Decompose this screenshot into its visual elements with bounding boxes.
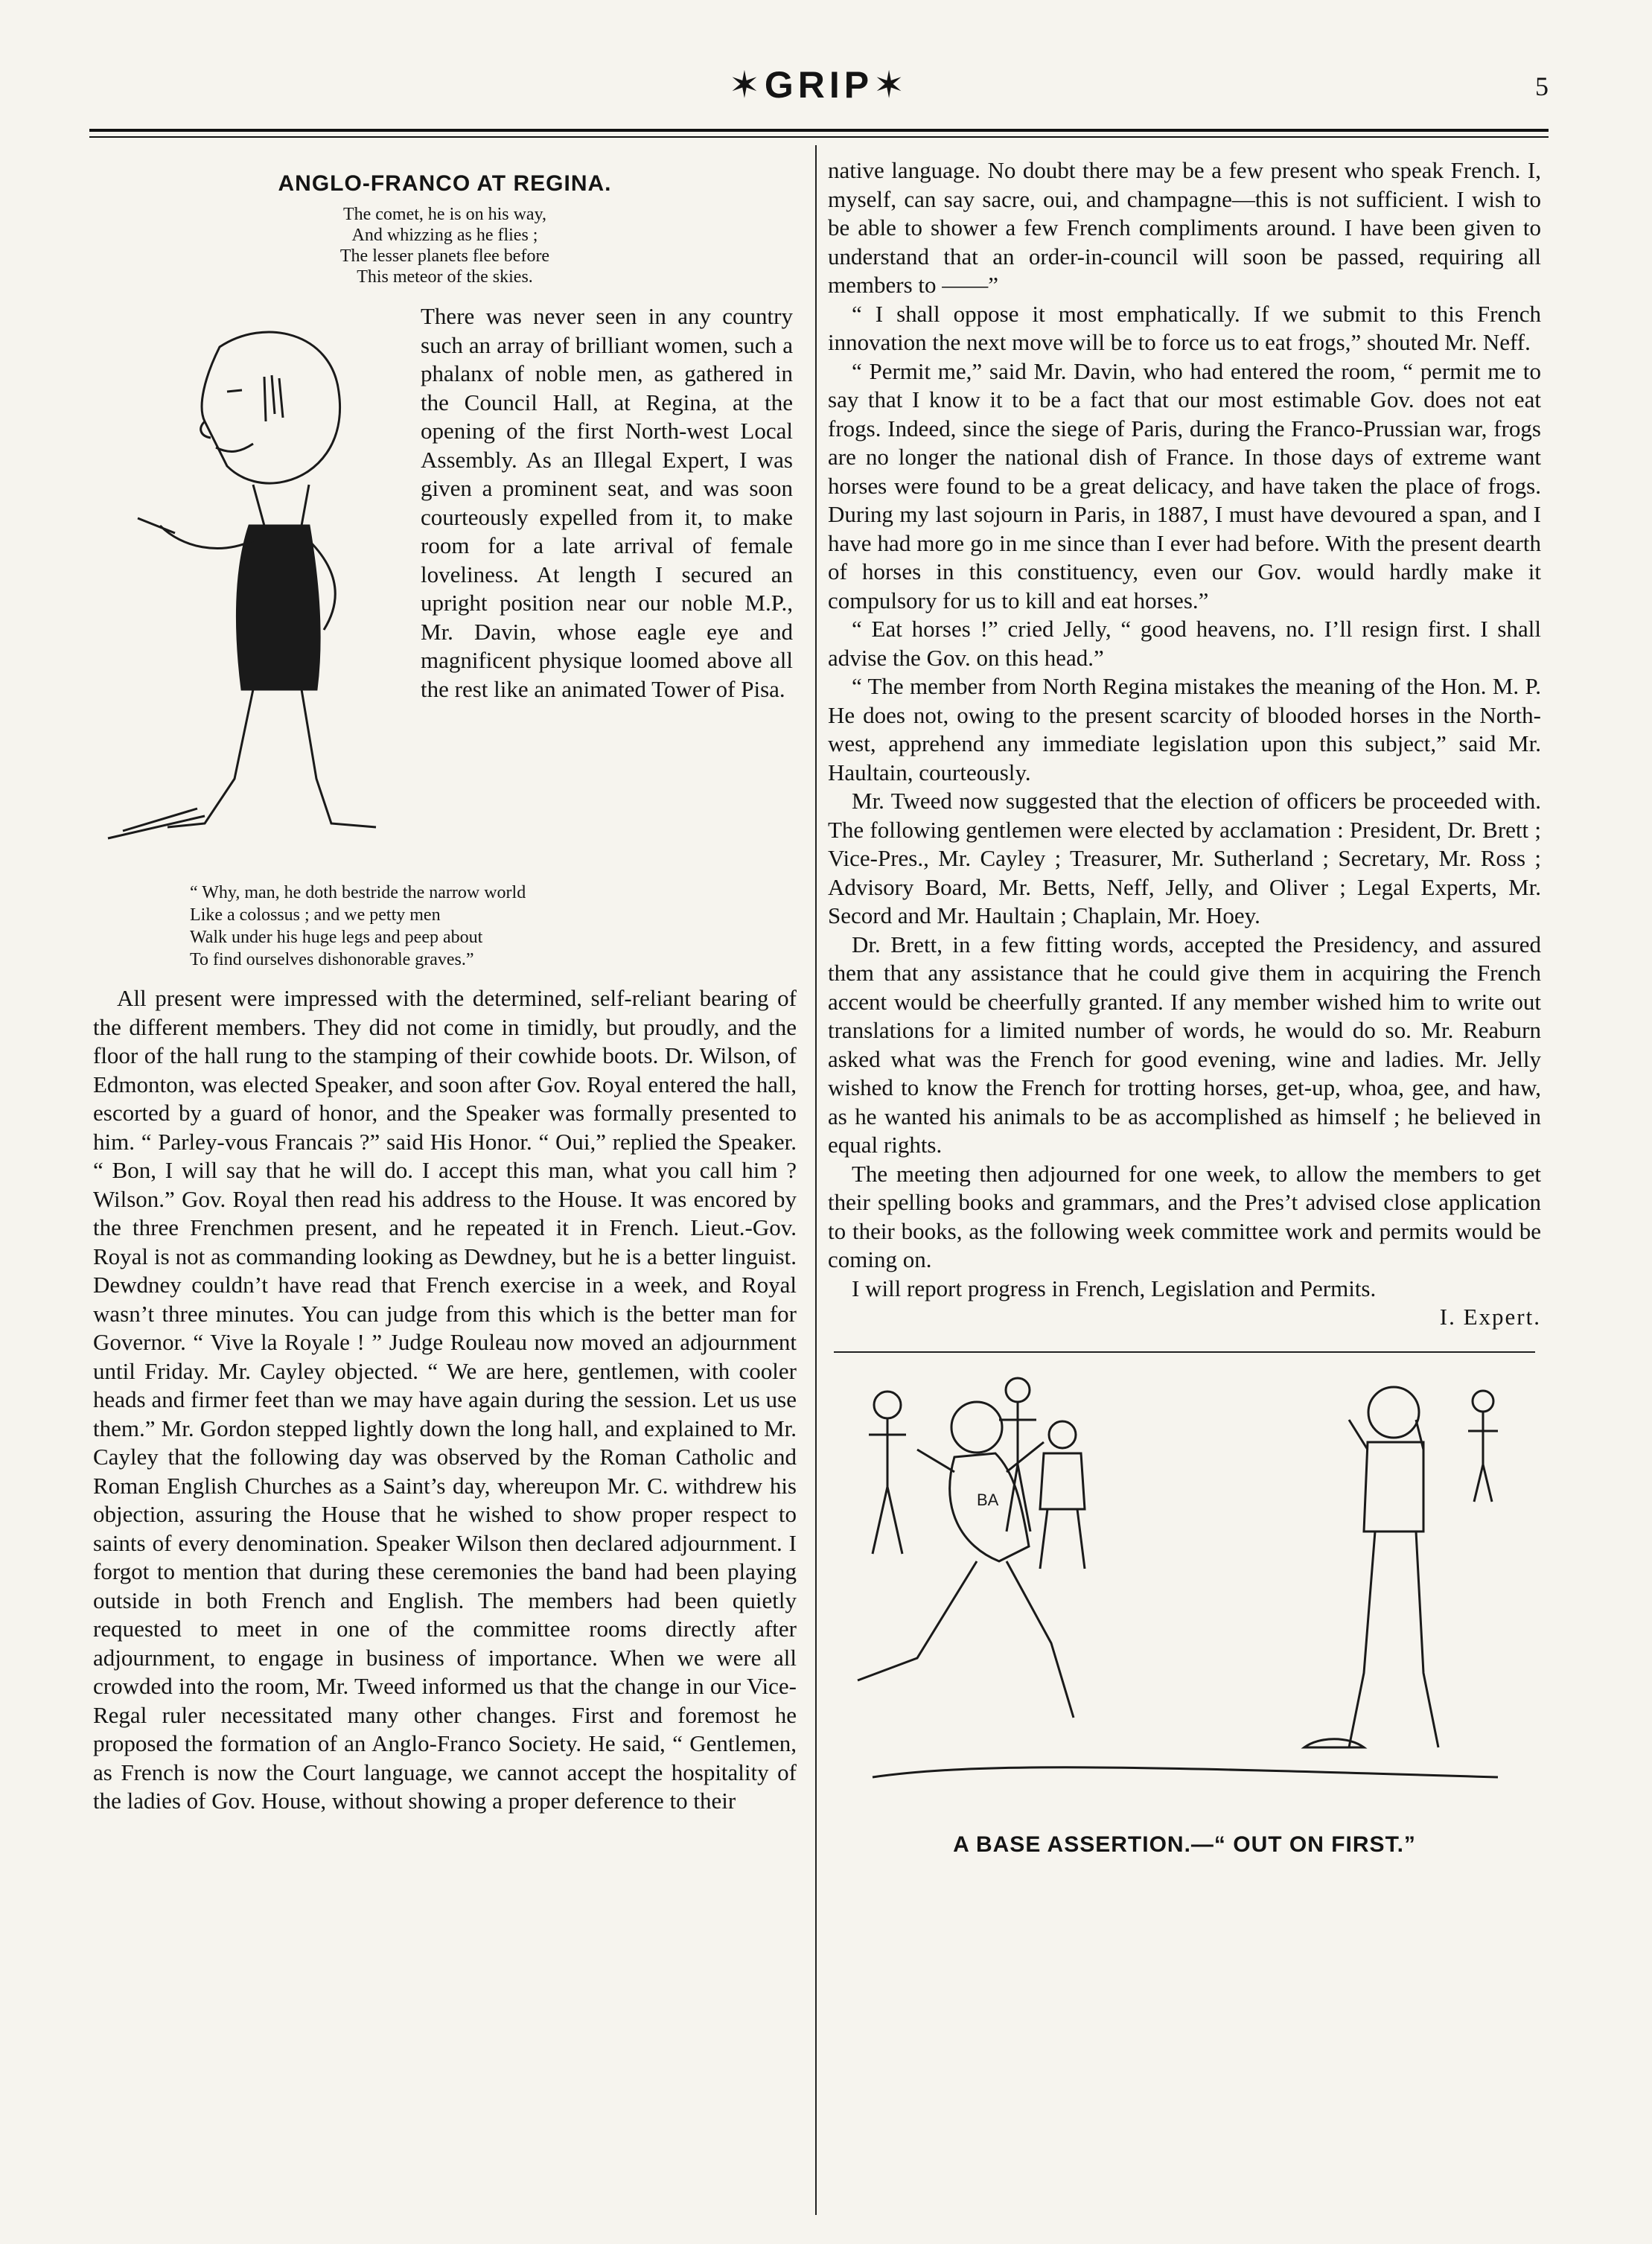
- jersey-label: BA: [977, 1490, 999, 1509]
- body-paragraph: “ I shall oppose it most emphatically. If we submit to this French innovation the next move will be to force us to eat frogs,” shouted Mr. Neff.: [828, 300, 1541, 355]
- body-paragraph: Mr. Tweed now suggested that the election of officers be proceeded with. The following gentlemen were elected by acclamation : President, Dr. Brett ; Vice-Pres., Mr. Cayley ; Treasurer, Mr. Sutherland ; Secretary, Mr. Ross ; Advisory Board, Mr. Betts, Neff, Jelly, and Oliver ; Legal Experts, Mr. Secord and Mr. Haultain ; Chaplain, Mr. Hoey.: [828, 788, 1541, 928]
- right-column: [828, 156, 1541, 1858]
- verse-line: “ Why, man, he doth bestride the narrow world: [190, 883, 526, 902]
- verse-line: The comet, he is on his way,: [342, 205, 547, 224]
- cartoon-caption: A BASE ASSERTION.—“ OUT ON FIRST.”: [953, 1832, 1416, 1857]
- body-paragraph: The meeting then adjourned for one week, to allow the members to get their spelling books and grammars, and the Pres’t advised close application to their books, as the following week committee work and permits would be coming on.: [828, 1160, 1541, 1272]
- verse-line: Like a colossus ; and we petty men: [190, 905, 441, 925]
- verse-line: Walk under his huge legs and peep about: [190, 928, 483, 947]
- body-paragraph: Dr. Brett, in a few fitting words, accepted the Presidency, and assured them that any assistance that he could give them in acquiring the French accent would be cheerfully granted. If any member wished him to write out translations for a limited number of words, he would do so. Mr. Reaburn asked what was the French for good evening, wine and ladies. Mr. Jelly wished to know the French for trotting horses, get-up, whoa, gee, and haw, as he wanted his animals to be as accomplished as himself ; he believed in equal rights.: [828, 931, 1541, 1158]
- caricature-illustration: [93, 302, 421, 853]
- verse-line: To find ourselves dishonorable graves.”: [190, 950, 474, 969]
- body-paragraph: native language. No doubt there may be a few present who speak French. I, myself, can say sacre, oui, and champagne—this is not sufficient. I wish to be able to shower a few French compliments around. I have been given to understand that an order-in-council will soon be passed, requiring all members to ——”: [828, 157, 1541, 298]
- verse-top: [93, 204, 797, 287]
- body-paragraph: “ Eat horses !” cried Jelly, “ good heavens, no. I’ll resign first. I shall advise the Gov. on this head.”: [828, 616, 1541, 671]
- left-body: [93, 984, 797, 1816]
- article-title: ANGLO-FRANCO AT REGINA.: [278, 171, 612, 196]
- section-separator: [834, 1351, 1535, 1353]
- verse-line: And whizzing as he flies ;: [351, 226, 538, 245]
- page-header: [89, 63, 1549, 123]
- intro-paragraph: There was never seen in any country such an array of brilliant women, such a phalanx of noble men, as gathered in the Council Hall, at Regina, at the opening of the first North-west Local Assembly. As an Illegal Expert, I was given a prominent seat, and was soon courteously expelled from it, to make room for a late arrival of female loveliness. At length I secured an upright position near our noble M.P., Mr. Davin, whose eagle eye and magnificent physique loomed above all the rest like an animated Tower of Pisa.: [421, 303, 793, 702]
- signature-row: [828, 1303, 1541, 1332]
- closing-line: I will report progress in French, Legislation and Permits.: [852, 1275, 1377, 1301]
- intro-section: [93, 302, 797, 868]
- author-signature: I. Expert.: [1439, 1304, 1541, 1330]
- header-rule-thin: [89, 136, 1549, 138]
- body-paragraph: All present were impressed with the determined, self-reliant bearing of the different members. They did not come in timidly, but proudly, and the floor of the hall rung to the stamping of their cowhide boots. Dr. Wilson, of Edmonton, was elected Speaker, and soon after Gov. Royal entered the hall, escorted by a guard of honor, and the Speaker was formally presented to him. “ Parley-vous Francais ?” said His Honor. “ Oui,” replied the Speaker. “ Bon, I will say that he will do. I accept this man, what you call him ? Wilson.” Gov. Royal then read his address to the House. It was encored by the three Frenchmen present, and he repeated it in French. Lieut.-Gov. Royal is not as commanding looking as Dewdney, but he is a better linguist. Dewdney couldn’t have read that French exercise in a week, and Royal wasn’t three minutes. You can judge from this which is the better man for Governor. “ Vive la Royale ! ” Judge Rouleau now moved an adjournment until Friday. Mr. Cayley objected. “ We are here, gentlemen, with cooler heads and firmer feet than we may have again during the session. Let us use them.” Mr. Gordon stepped lightly down the long hall, and explained to Mr. Cayley that the following day was observed by the Roman Catholic and Roman English Churches as a Saint’s day, whereupon Mr. C. withdrew his objection, assuring the House that he wished to show proper respect to saints of every denomination. Speaker Wilson then declared adjournment. I forgot to mention that during these ceremonies the band had been playing outside in both French and English. The members had been quietly requested to meet in one of the committee rooms directly after adjournment, to engage in business of importance. When we were all crowded into the room, Mr. Tweed informed us that the change in our Vice-Regal ruler necessitated many other changes. First and foremost he proposed the formation of an Anglo-Franco Society. He said, “ Gentlemen, as French is now the Court language, we cannot accept the hospitality of the ladies of Gov. House, without showing a proper deference to their: [93, 985, 797, 1814]
- cartoon-section: [828, 1360, 1541, 1822]
- verse-quote: [190, 882, 797, 971]
- verse-line: This meteor of the skies.: [357, 267, 533, 287]
- right-body: [828, 156, 1541, 1332]
- header-rule: [89, 129, 1549, 132]
- verse-line: The lesser planets flee before: [339, 246, 550, 266]
- body-paragraph: “ Permit me,” said Mr. Davin, who had entered the room, “ permit me to say that I know it to be a fact that our most estimable Gov. does not eat frogs. Indeed, since the siege of Paris, during the Franco-Prussian war, frogs are no longer the national dish of France. In those days of extreme want horses were found to be a great delicacy, and have taken the place of frogs. During my last sojourn in Paris, in 1887, I must have devoured a span, and I have had more go in me since than I ever had before. With the present dearth of horses in this constituency, even our Gov. would hardly make it compulsory for us to kill and eat horses.”: [828, 357, 1541, 613]
- column-divider: [815, 145, 817, 2215]
- page-number: 5: [1535, 71, 1549, 101]
- left-column: [93, 156, 797, 1816]
- masthead: ✶GRIP✶: [728, 64, 910, 106]
- body-paragraph: “ The member from North Regina mistakes the meaning of the Hon. M. P. He does not, owing to the present scarcity of blooded horses in the North-west, apprehend any immediate legislation upon this subject,” said Mr. Haultain, courteously.: [828, 673, 1541, 785]
- baseball-cartoon-illustration: [828, 1360, 1541, 1822]
